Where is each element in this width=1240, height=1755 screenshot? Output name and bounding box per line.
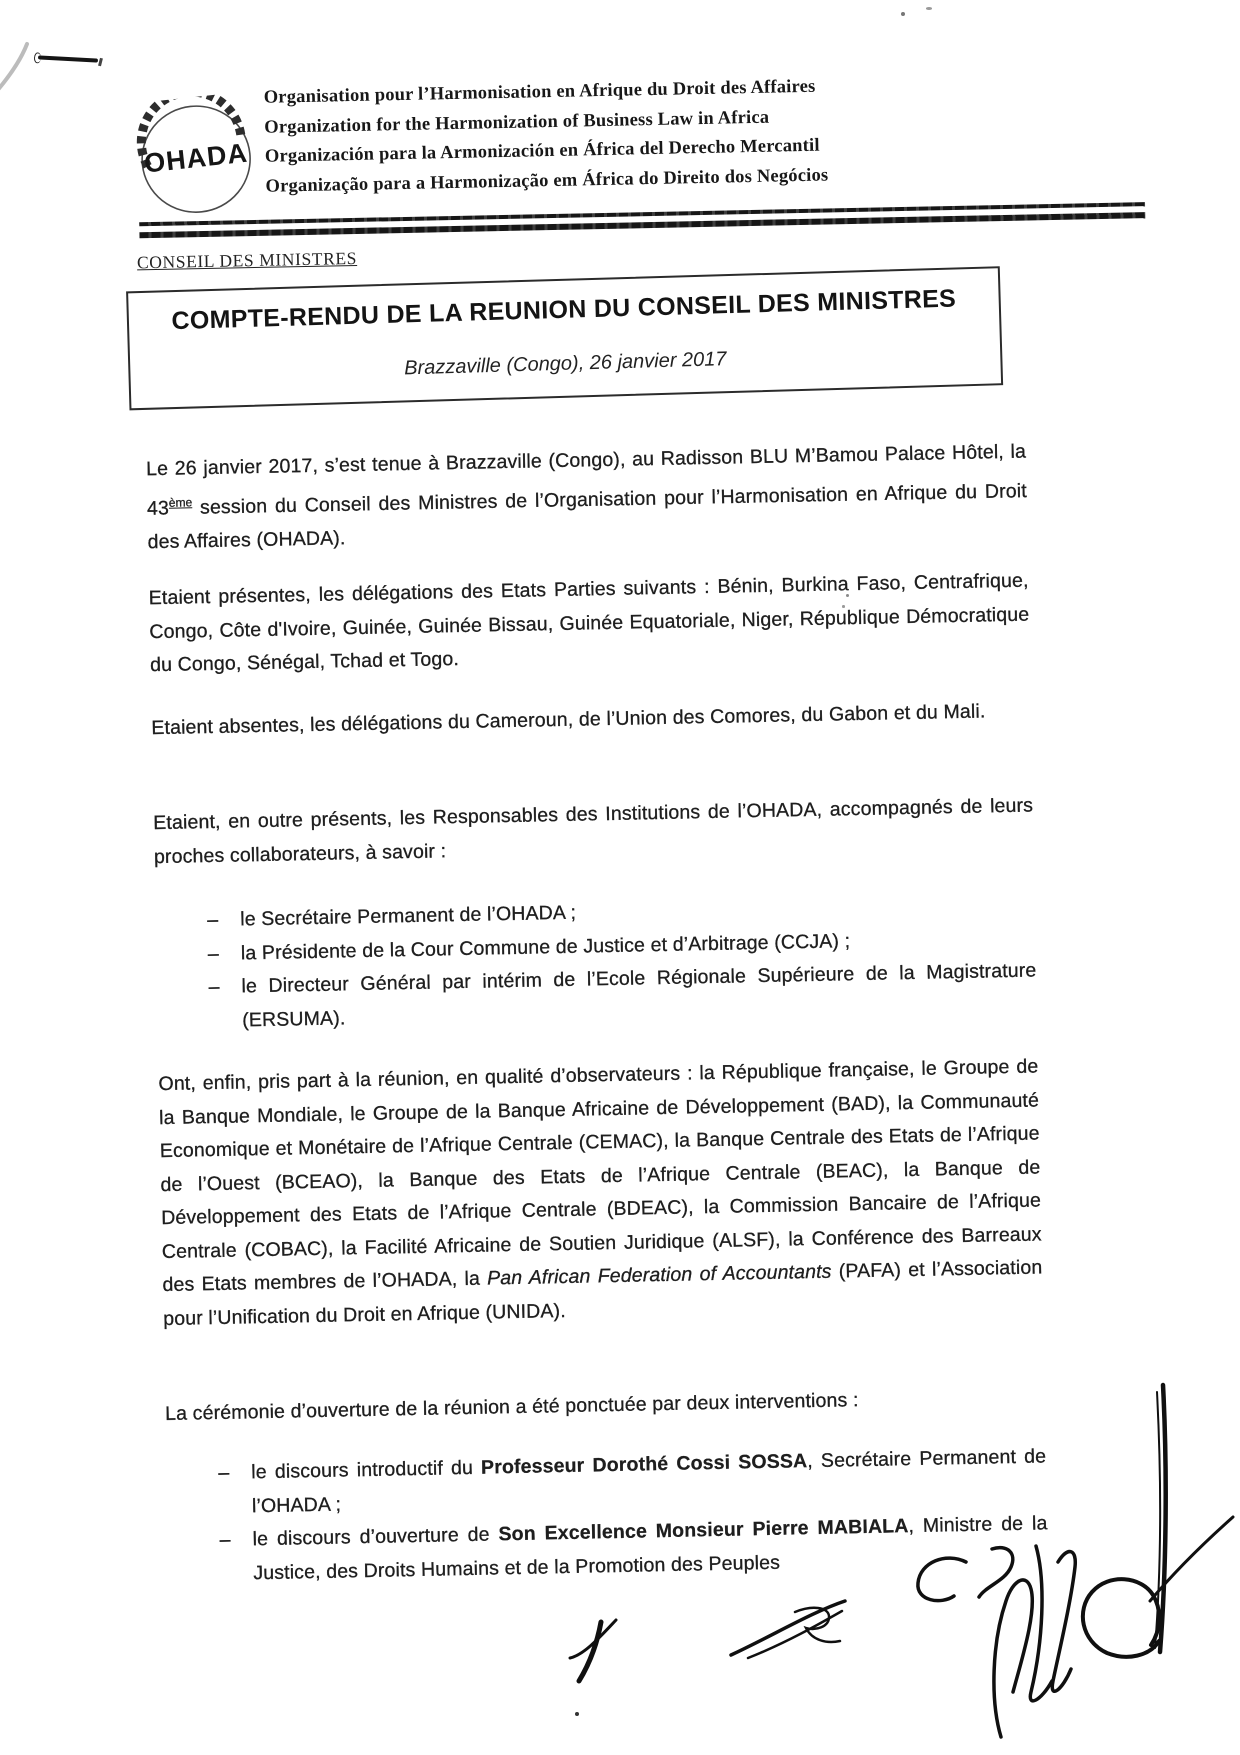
paragraph-ceremony: La cérémonie d’ouverture de la réunion a été ponctuée par deux interventions : (164, 1389, 859, 1426)
document-subtitle: Brazzaville (Congo), 26 janvier 2017 (403, 348, 727, 380)
dash-bullet: – (207, 942, 220, 965)
official-label: le Secrétaire Permanent de l’OHADA ; (239, 901, 577, 931)
org-name-line-pt: Organização para a Harmonização em África do Direito dos Negócios (265, 164, 829, 197)
paragraph-absent-states: Etaient absentes, les délégations du Cameroun, de l’Union des Comores, du Gabon et du Mali. (151, 700, 986, 740)
speech-label (252, 1512, 1047, 1583)
official-label: le Directeur Général par intérim de l’Ecole Régionale Supérieure de la Magistrature (ERSUMA). (241, 959, 1037, 1031)
speech-label (251, 1445, 1046, 1516)
ohada-logo-stamp (128, 91, 264, 224)
speech-post: , Ministre de la Justice, des Droits Humains et de la Promotion des Peuples (253, 1512, 1048, 1584)
org-name-block (263, 70, 965, 202)
p5-italic: Pan African Federation of Accountants (486, 1260, 832, 1290)
dash-bullet: – (207, 908, 219, 932)
title-box (126, 266, 1003, 410)
ohada-logo-text: OHADA (142, 137, 250, 179)
dash-bullet: – (208, 975, 220, 999)
paragraph-institutions-intro: Etaient, en outre présents, les Responsables des Institutions de l’OHADA, accompagnés de leurs proches collaborateurs, à savoir : (153, 794, 1034, 868)
paragraph-session (146, 436, 1028, 560)
paragraph-present-states: Etaient présentes, les délégations des Etats Parties suivants : Bénin, Burkina Faso, Centrafrique, Congo, Côte d'Ivoire, Guinée, Guinée Bissau, Guinée Equatoriale, Niger, République Démocratique du Congo, Sénégal, Tchad et Togo. (148, 569, 1030, 677)
p5-pre: Ont, enfin, pris part à la réunion, en qualité d’observateurs : la République française, le Groupe de la Banque Mondiale, le Groupe de la Banque Africaine de Développement (BAD), la Communauté Economique et Monétaire de l’Afrique Centrale (CEMAC), la Banque Centrale des Etats de l’Afrique de l’Ouest (BCEAO), la Banque des Etats de l’Afrique Centrale (BEAC), la Banque de Développement des Etats de l’Afrique Centrale (BDEAC), la Commission Bancaire de l’Afrique Centrale (COBAC), la Facilité Africaine de Soutien Juridique (ALSF), la Conférence des Barreaux des Etats membres de l’OHADA, la (158, 1055, 1042, 1297)
speech-speaker: Professeur Dorothé Cossi SOSSA (480, 1450, 808, 1479)
dash-bullet: – (219, 1528, 231, 1551)
p5-post: (PAFA) et l’Association pour l’Unification du Droit en Afrique (UNIDA). (162, 1256, 1043, 1330)
ordinal-superscript: ème (168, 494, 193, 510)
speeches-list (166, 1440, 1049, 1592)
speech-post: , Secrétaire Permanent de l’OHADA ; (251, 1445, 1047, 1517)
p1-post: session du Conseil des Ministres de l’Organisation pour l’Harmonisation en Afrique du Droit des Affaires (OHADA). (147, 479, 1027, 553)
header-rule-bottom (139, 212, 1145, 238)
speech-pre: le discours introductif du (251, 1456, 482, 1484)
official-label: la Présidente de la Cour Commune de Justice et d’Arbitrage (CCJA) ; (240, 929, 851, 964)
org-name-line-en: Organization for the Harmonization of Business Law in Africa (264, 107, 770, 138)
org-name-line-es: Organización para la Armonización en África del Derecho Mercantil (264, 135, 820, 167)
p1-pre: Le 26 janvier 2017, s’est tenue à Brazzaville (Congo), au Radisson BLU M’Bamou Palace Hôtel, la 43 (145, 440, 1027, 520)
speech-pre: le discours d’ouverture de (252, 1523, 499, 1551)
document-title: COMPTE-RENDU DE LA REUNION DU CONSEIL DES MINISTRES (171, 284, 957, 336)
paragraph-observers (158, 1050, 1043, 1336)
officials-list (155, 887, 1038, 1039)
speech-speaker: Son Excellence Monsieur Pierre MABIALA (498, 1515, 909, 1546)
dash-bullet: – (218, 1461, 230, 1484)
org-name-line-fr: Organisation pour l’Harmonisation en Afrique du Droit des Affaires (263, 76, 816, 108)
section-label: CONSEIL DES MINISTRES (136, 247, 358, 273)
